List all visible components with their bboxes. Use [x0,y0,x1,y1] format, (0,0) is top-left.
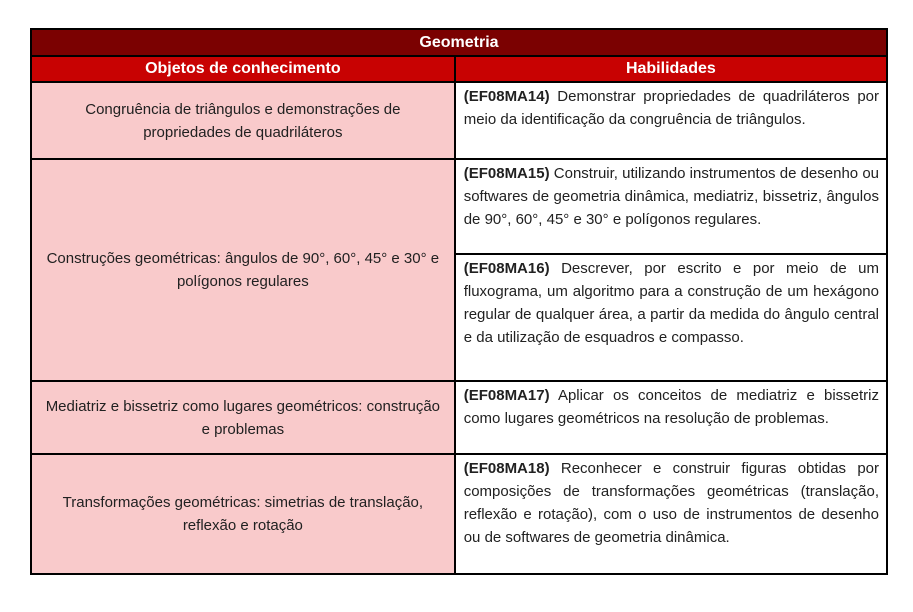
habilidade-cell [455,254,887,381]
habilidade-cell [455,159,887,254]
skill-text: Aplicar os conceitos de mediatriz e bissetriz como lugares geométricos na resolução de problemas. [463,387,879,427]
objeto-cell: Transformações geométricas: simetrias de translação, reflexão e rotação [31,454,455,574]
table-row [31,454,887,574]
habilidade-cell [455,381,887,454]
skill-code: (EF08MA16) [463,260,550,277]
table-row [31,82,887,159]
skill-code: (EF08MA15) [463,165,550,182]
objeto-cell: Construções geométricas: ângulos de 90°, 60°, 45° e 30° e polígonos regulares [31,159,455,381]
skill-text: Demonstrar propriedades de quadriláteros por meio da identificação da congruência de triângulos. [463,88,879,128]
table-title: Geometria [31,29,887,56]
column-header-row [31,56,887,82]
skill-code: (EF08MA17) [463,387,550,404]
skill-code: (EF08MA18) [463,460,550,477]
skill-text: Descrever, por escrito e por meio de um fluxograma, um algoritmo para a construção de um hexágono regular de qualquer área, a partir da medida do ângulo central e da utilização de esquadros e compasso. [463,260,879,346]
objeto-cell: Mediatriz e bissetriz como lugares geométricos: construção e problemas [31,381,455,454]
table-row [31,381,887,454]
objeto-cell: Congruência de triângulos e demonstrações de propriedades de quadriláteros [31,82,455,159]
column-header-objetos: Objetos de conhecimento [31,56,455,82]
table-row [31,159,887,254]
skill-code: (EF08MA14) [463,88,550,105]
column-header-habilidades: Habilidades [455,56,887,82]
curriculum-table [30,28,888,575]
habilidade-cell [455,454,887,574]
habilidade-cell [455,82,887,159]
skill-text: Reconhecer e construir figuras obtidas por composições de transformações geométricas (translação, reflexão e rotação), com o uso de instrumentos de desenho ou de softwares de geometria dinâmica. [463,460,880,546]
table-title-row [31,29,887,56]
skill-text: Construir, utilizando instrumentos de desenho ou softwares de geometria dinâmica, mediatriz, bissetriz, ângulos de 90°, 60°, 45° e 30° e polígonos regulares. [463,165,879,228]
